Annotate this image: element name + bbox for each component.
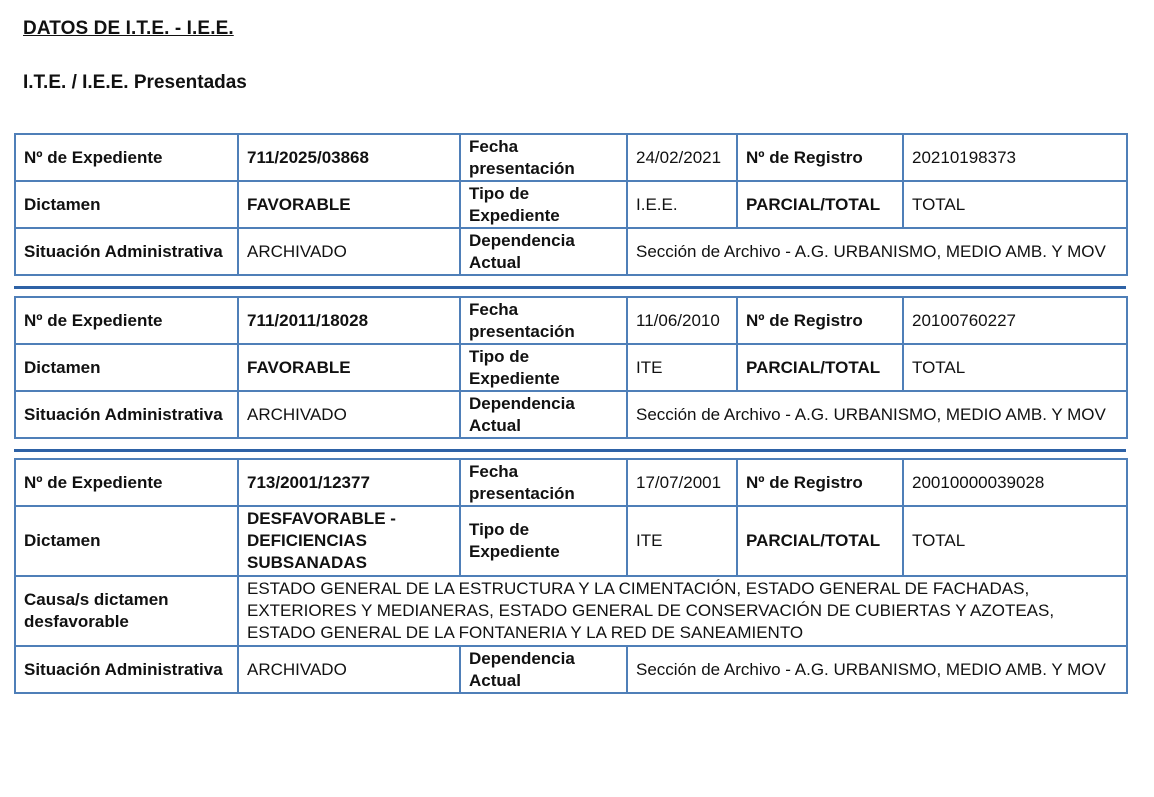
table-row bbox=[15, 297, 1127, 344]
situacion-label: Situación Administrativa bbox=[15, 391, 238, 438]
dependencia-value: Sección de Archivo - A.G. URBANISMO, MEDIO AMB. Y MOV bbox=[627, 391, 1127, 438]
dictamen-label: Dictamen bbox=[15, 344, 238, 391]
dependencia-label: Dependencia Actual bbox=[460, 228, 627, 275]
situacion-label: Situación Administrativa bbox=[15, 646, 238, 693]
parcial-total-value: TOTAL bbox=[903, 344, 1127, 391]
table-row bbox=[15, 344, 1127, 391]
dependencia-label: Dependencia Actual bbox=[460, 646, 627, 693]
table-row bbox=[15, 459, 1127, 506]
expediente-value: 713/2001/12377 bbox=[238, 459, 460, 506]
registro-value: 20010000039028 bbox=[903, 459, 1127, 506]
tipo-label: Tipo de Expediente bbox=[460, 506, 627, 576]
expediente-value: 711/2025/03868 bbox=[238, 134, 460, 181]
expediente-label: Nº de Expediente bbox=[15, 297, 238, 344]
dictamen-value: FAVORABLE bbox=[238, 344, 460, 391]
page-title: DATOS DE I.T.E. - I.E.E. bbox=[23, 18, 234, 39]
table-row bbox=[15, 134, 1127, 181]
situacion-value: ARCHIVADO bbox=[238, 646, 460, 693]
record-table-1 bbox=[14, 133, 1128, 276]
registro-value: 20210198373 bbox=[903, 134, 1127, 181]
table-row bbox=[15, 228, 1127, 275]
situacion-value: ARCHIVADO bbox=[238, 391, 460, 438]
table-row bbox=[15, 646, 1127, 693]
parcial-total-value: TOTAL bbox=[903, 181, 1127, 228]
registro-value: 20100760227 bbox=[903, 297, 1127, 344]
dependencia-value: Sección de Archivo - A.G. URBANISMO, MEDIO AMB. Y MOV bbox=[627, 228, 1127, 275]
table-row bbox=[15, 506, 1127, 576]
fecha-label: Fecha presentación bbox=[460, 134, 627, 181]
record-table-2 bbox=[14, 296, 1128, 439]
fecha-value: 24/02/2021 bbox=[627, 134, 737, 181]
expediente-value: 711/2011/18028 bbox=[238, 297, 460, 344]
tipo-label: Tipo de Expediente bbox=[460, 181, 627, 228]
tipo-value: I.E.E. bbox=[627, 181, 737, 228]
fecha-value: 17/07/2001 bbox=[627, 459, 737, 506]
expediente-label: Nº de Expediente bbox=[15, 134, 238, 181]
tipo-value: ITE bbox=[627, 506, 737, 576]
situacion-value: ARCHIVADO bbox=[238, 228, 460, 275]
dictamen-value: DESFAVORABLE - DEFICIENCIAS SUBSANADAS bbox=[238, 506, 460, 576]
record-separator bbox=[14, 286, 1126, 289]
record-table-3 bbox=[14, 458, 1128, 694]
expediente-label: Nº de Expediente bbox=[15, 459, 238, 506]
registro-label: Nº de Registro bbox=[737, 459, 903, 506]
registro-label: Nº de Registro bbox=[737, 297, 903, 344]
tipo-label: Tipo de Expediente bbox=[460, 344, 627, 391]
registro-label: Nº de Registro bbox=[737, 134, 903, 181]
tipo-value: ITE bbox=[627, 344, 737, 391]
dependencia-label: Dependencia Actual bbox=[460, 391, 627, 438]
table-row bbox=[15, 576, 1127, 646]
table-row bbox=[15, 181, 1127, 228]
dependencia-value: Sección de Archivo - A.G. URBANISMO, MEDIO AMB. Y MOV bbox=[627, 646, 1127, 693]
causa-value: ESTADO GENERAL DE LA ESTRUCTURA Y LA CIMENTACIÓN, ESTADO GENERAL DE FACHADAS, EXTERIORES Y MEDIANERAS, ESTADO GENERAL DE CONSERVACIÓN DE CUBIERTAS Y AZOTEAS, ESTADO GENERAL DE LA FONTANERIA Y LA RED DE SANEAMIENTO bbox=[238, 576, 1127, 646]
fecha-value: 11/06/2010 bbox=[627, 297, 737, 344]
situacion-label: Situación Administrativa bbox=[15, 228, 238, 275]
parcial-total-label: PARCIAL/TOTAL bbox=[737, 344, 903, 391]
table-row bbox=[15, 391, 1127, 438]
dictamen-label: Dictamen bbox=[15, 181, 238, 228]
fecha-label: Fecha presentación bbox=[460, 459, 627, 506]
causa-label: Causa/s dictamen desfavorable bbox=[15, 576, 238, 646]
fecha-label: Fecha presentación bbox=[460, 297, 627, 344]
dictamen-label: Dictamen bbox=[15, 506, 238, 576]
parcial-total-label: PARCIAL/TOTAL bbox=[737, 506, 903, 576]
record-separator bbox=[14, 449, 1126, 452]
dictamen-value: FAVORABLE bbox=[238, 181, 460, 228]
parcial-total-label: PARCIAL/TOTAL bbox=[737, 181, 903, 228]
parcial-total-value: TOTAL bbox=[903, 506, 1127, 576]
section-title: I.T.E. / I.E.E. Presentadas bbox=[23, 72, 247, 93]
